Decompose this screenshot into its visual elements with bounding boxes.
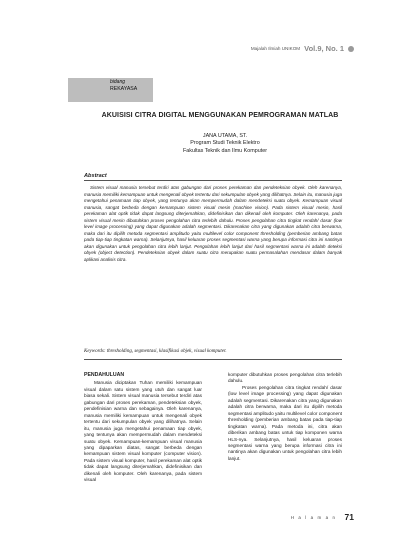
page-footer xyxy=(291,512,354,522)
section-heading: PENDAHULUAN xyxy=(84,372,125,378)
author-name: JANA UTAMA, ST. xyxy=(202,133,248,139)
volume-label: Vol.9, No. 1 xyxy=(304,44,344,53)
intro-paragraph-right-1: komputer dibutuhkan proses pengolahan citra terlebih dahulu. xyxy=(228,372,342,384)
page-label: H a l a m a n xyxy=(290,514,337,520)
rubric-line1: bidang xyxy=(110,79,126,85)
rubric-line2: REKAYASA xyxy=(110,86,138,92)
author-faculty: Fakultas Teknik dan Ilmu Komputer xyxy=(182,147,268,154)
paper-title: AKUISISI CITRA DIGITAL MENGGUNAKAN PEMROGRAMAN MATLAB xyxy=(101,112,339,119)
circle-icon xyxy=(348,46,354,52)
journal-name: Majalah Ilmiah UNIKOM xyxy=(250,46,301,51)
rubric-label xyxy=(68,79,137,93)
intro-paragraph-right-2: Proses pengolahan citra tingkat rendah/ dasar (low level image processing) yang dapat digunakan adalah segmentasi. Dikarenakan citra yang digunakan adalah citra berwarna, maka dari itu dipilih metoda segmentasi amplitudo yaitu multilevel color component thresholding (pemberian ambang batas pada tiap-tiap tingkatan warna). Pada metoda ini, citra akan diberikan ambang batas untuk tiap komponen warna HLS-nya. Selanjutnya, hasil keluaran proses segmentasi warna yang berupa informasi citra ini nantinya akan digunakan untuk pengolahan citra lebih lanjut. xyxy=(228,384,342,461)
left-column xyxy=(84,372,202,484)
right-column xyxy=(228,372,342,462)
abstract-heading: Abstract xyxy=(84,173,107,179)
abstract-body: Sistem visual manusia tersebut terdiri atas gabungan dari proses perekaman dan pendeteksian obyek. Oleh karenanya, manusia memiliki kemampuan untuk mengenali obyek tertentu dari sekumpulan obyek yang dilihatnya. Selain itu, manusia juga mengetahui penamaan tiap obyek, yang tentunya akan mempermudah dalam mendeteksi suatu obyek. Kemampuan visual manusia, sangat berbeda dengan kemampuan sistem visual mesin (machine vision). Pada sistem visual mesin, hasil perekaman alat optik tidak dapat langsung diterjemahkan, didefinisikan dan dikenali oleh komputer. Oleh karenanya, pada sistem visual mesin dibutuhkan proses pengolahan citra terlebih dahulu. Proses pengolahan citra tingkat rendah/ dasar (low level image processing) yang dapat digunakan adalah segmentasi. Dikarenakan citra yang digunakan adalah citra berwarna, maka dari itu dipilih metoda segmentasi amplitudo yaitu multilevel color component thresholding (pemberian ambang batas pada tiap-tiap tingkatan warna). Selanjutnya, hasil keluaran proses segmentasi warna yang berupa informasi citra ini nantinya akan digunakan untuk pengolahan citra lebih lanjut. Pengolahan lebih lanjut dari hasil segmentasi warna ini adalah deteksi obyek (object detection). Pendeteksian obyek dalam suatu citra merupakan suatu permasalahan mendasar dalam banyak aplikasi analisis citra. xyxy=(84,185,342,263)
journal-header xyxy=(251,44,354,53)
intro-paragraph-left: Manusia diciptakan Tuhan memiliki kemampuan visual dalam satu sistem yang utuh dan sangat luar biasa sekali. Sistem visual manusia tersebut terdiri atas gabungan dari proses perekaman, pendeteksian obyek, pendefinisian warna dan sebagainya. Oleh karenanya, manusia memiliki kemampuan untuk mengenali obyek tertentu dari sekumpulan obyek yang dilihatnya. Selain itu, manusia juga mengetahui penamaan tiap obyek, yang tentunya akan mempermudah dalam mendeteksi suatu obyek. Kemampuan-kemampuan visual manusia yang dipaparkan diatas, sangat berbeda dengan kemampuan sistem visual komputer (computer vision). Pada sistem visual komputer, hasil perekaman alat optik tidak dapat langsung diterjemahkan, didefinisikan dan dikenali oleh komputer. Oleh karenanya, pada sistem visual xyxy=(84,380,202,483)
author-program: Program Studi Teknik Elektro xyxy=(190,140,260,147)
page-number: 71 xyxy=(344,512,354,522)
abstract-bottom-rule xyxy=(84,359,342,360)
author-block xyxy=(70,133,380,155)
keywords: Keywords: thresholding, segmentasi, klasifikasi objek, visual komputer. xyxy=(84,349,227,354)
abstract-top-rule xyxy=(84,180,342,181)
